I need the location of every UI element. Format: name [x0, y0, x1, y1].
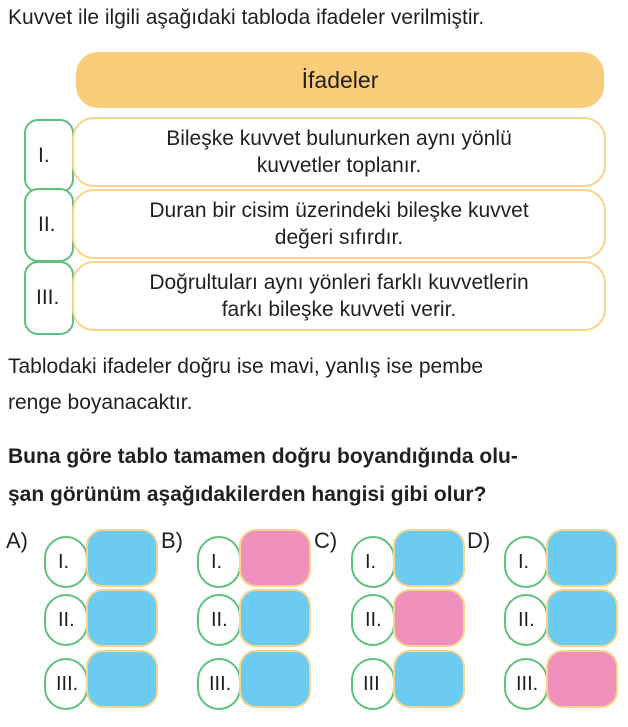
option-c-cell-2 — [393, 589, 465, 647]
option-d-number-bubble: II. — [504, 594, 548, 646]
option-b-cell-1 — [239, 529, 311, 587]
option-b-number-bubble: II. — [197, 594, 241, 646]
option-b-cell-2 — [239, 589, 311, 647]
option-c-cell-1 — [393, 529, 465, 587]
statement-line: değeri sıfırdır. — [274, 226, 404, 249]
question-line: şan görünüm aşağıdakilerden hangisi gibi olur? — [8, 483, 487, 506]
option-a-cell-2 — [86, 589, 158, 647]
option-d-cell-1 — [546, 529, 618, 587]
statement-line: Bileşke kuvvet bulunurken aynı yönlü — [166, 127, 512, 150]
option-a-label[interactable]: A) — [6, 528, 28, 553]
option-a-cell-1 — [86, 529, 158, 587]
option-a-number-bubble: II. — [44, 594, 88, 646]
option-c-number-bubble: III — [351, 658, 395, 710]
statement-line: Duran bir cisim üzerindeki bileşke kuvvet — [149, 199, 529, 222]
option-d-number-bubble: III. — [504, 658, 548, 710]
option-a-cell-3 — [86, 650, 158, 708]
option-a-number-bubble: I. — [44, 536, 88, 588]
option-d-label[interactable]: D) — [467, 528, 491, 553]
option-d-number-bubble: I. — [504, 536, 548, 588]
row-number-bubble: II. — [24, 188, 74, 262]
question-line: Buna göre tablo tamamen doğru boyandığında olu- — [8, 445, 518, 468]
option-c-cell-3 — [393, 650, 465, 708]
row-number-bubble: I. — [24, 119, 74, 193]
option-b-label[interactable]: B) — [161, 528, 183, 553]
statement-box — [72, 189, 606, 259]
option-d-cell-3 — [546, 650, 618, 708]
statement-line: kuvvetler toplanır. — [256, 154, 422, 177]
table-header: İfadeler — [76, 52, 604, 108]
statement-box — [72, 117, 606, 187]
option-b-cell-3 — [239, 650, 311, 708]
intro-text: Kuvvet ile ilgili aşağıdaki tabloda ifadeler verilmiştir. — [8, 6, 485, 29]
paragraph-line: Tablodaki ifadeler doğru ise mavi, yanlış ise pembe — [8, 355, 484, 378]
option-d-cell-2 — [546, 589, 618, 647]
question-text — [8, 438, 518, 514]
option-b-number-bubble: I. — [197, 536, 241, 588]
statement-box — [72, 261, 606, 331]
row-number-bubble: III. — [24, 261, 74, 335]
instruction-paragraph — [8, 349, 483, 421]
option-a-number-bubble: III. — [44, 658, 88, 710]
statement-line: Doğrultuları aynı yönleri farklı kuvvetlerin — [149, 271, 529, 294]
statement-line: farkı bileşke kuvveti verir. — [221, 298, 457, 321]
option-c-number-bubble: II. — [351, 594, 395, 646]
paragraph-line: renge boyanacaktır. — [8, 391, 193, 414]
option-c-label[interactable]: C) — [314, 528, 338, 553]
option-b-number-bubble: III. — [197, 658, 241, 710]
option-c-number-bubble: I. — [351, 536, 395, 588]
